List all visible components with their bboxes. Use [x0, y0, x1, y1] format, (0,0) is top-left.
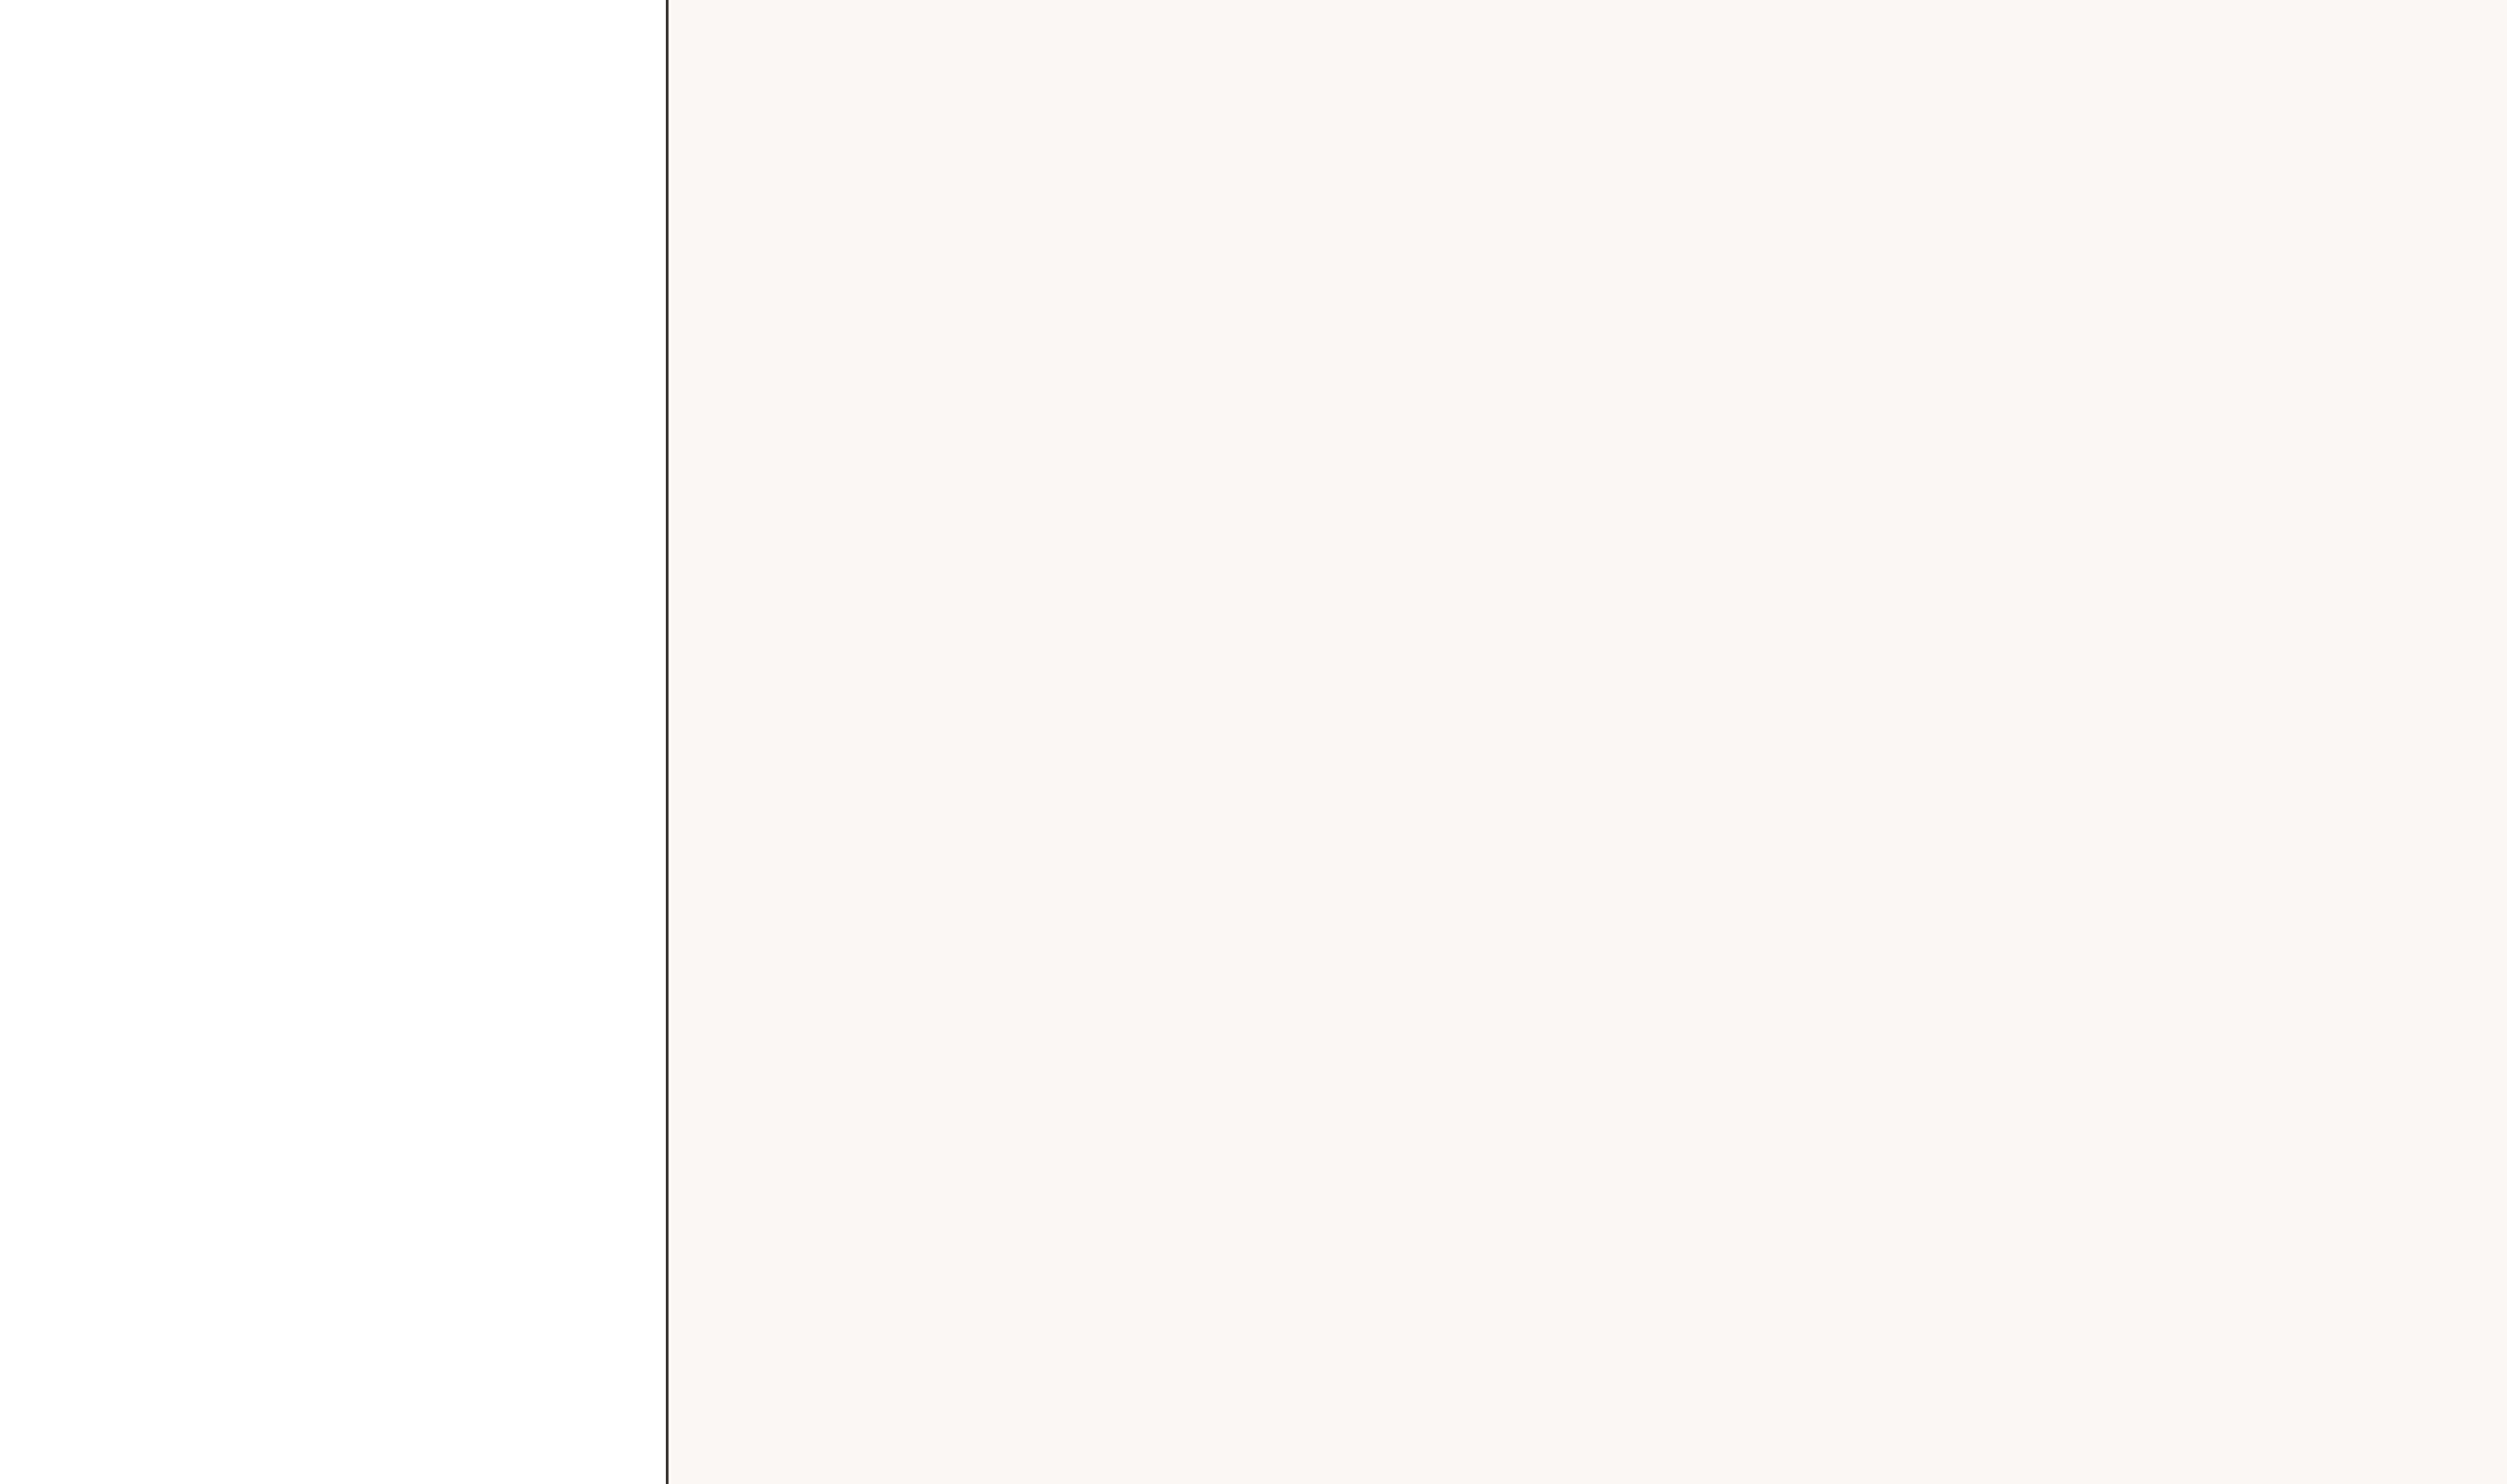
filters-sidebar	[0, 0, 669, 1484]
results-panel	[671, 0, 2507, 1484]
